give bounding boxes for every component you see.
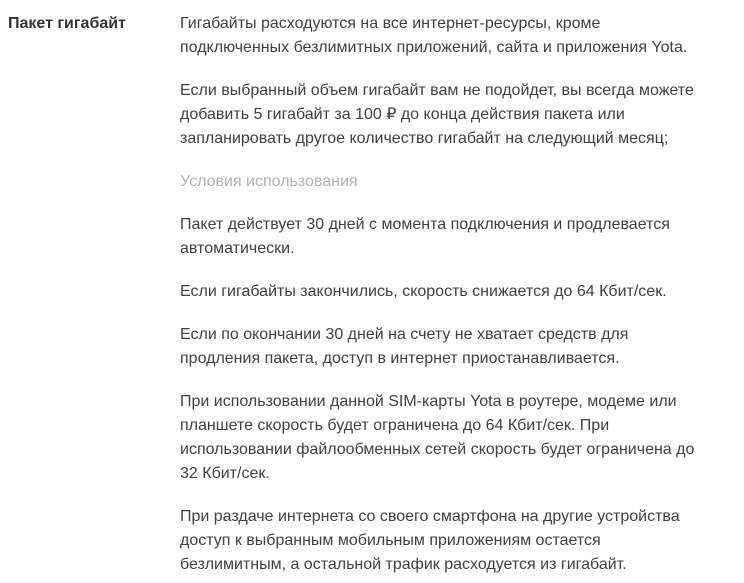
paragraph: Если по окончании 30 дней на счету не хватает средств для продления пакета, доступ в интернет приостанавливается. xyxy=(180,326,629,367)
paragraph: Пакет действует 30 дней с момента подключения и продлевается автоматически. xyxy=(180,216,670,257)
paragraph: При использовании данной SIM-карты Yota в роутере, модеме или планшете скорость будет ограничена до 64 Кбит/сек. При использовании файлообменных сетей скорость будет ограничена до 32 Кбит/сек. xyxy=(180,393,695,482)
paragraph: Если выбранный объем гигабайт вам не подойдет, вы всегда можете добавить 5 гигабайт за 100 ₽ до конца действия пакета или запланировать другое количество гигабайт на следующий месяц; xyxy=(180,82,694,147)
paragraph: Гигабайты расходуются на все интернет-ресурсы, кроме подключенных безлимитных приложений, сайта и приложения Yota. xyxy=(180,15,688,56)
usage-terms-subheading: Условия использования xyxy=(180,173,358,190)
paragraph: Если гигабайты закончились, скорость снижается до 64 Кбит/сек. xyxy=(180,283,667,300)
description-column xyxy=(180,12,708,577)
term-column xyxy=(8,12,180,36)
paragraph: При раздаче интернета со своего смартфона на другие устройства доступ к выбранным мобильным приложениям остается безлимитным, а остальной трафик расходуется из гигабайт. xyxy=(180,508,680,573)
section-title: Пакет гигабайт xyxy=(8,15,126,32)
